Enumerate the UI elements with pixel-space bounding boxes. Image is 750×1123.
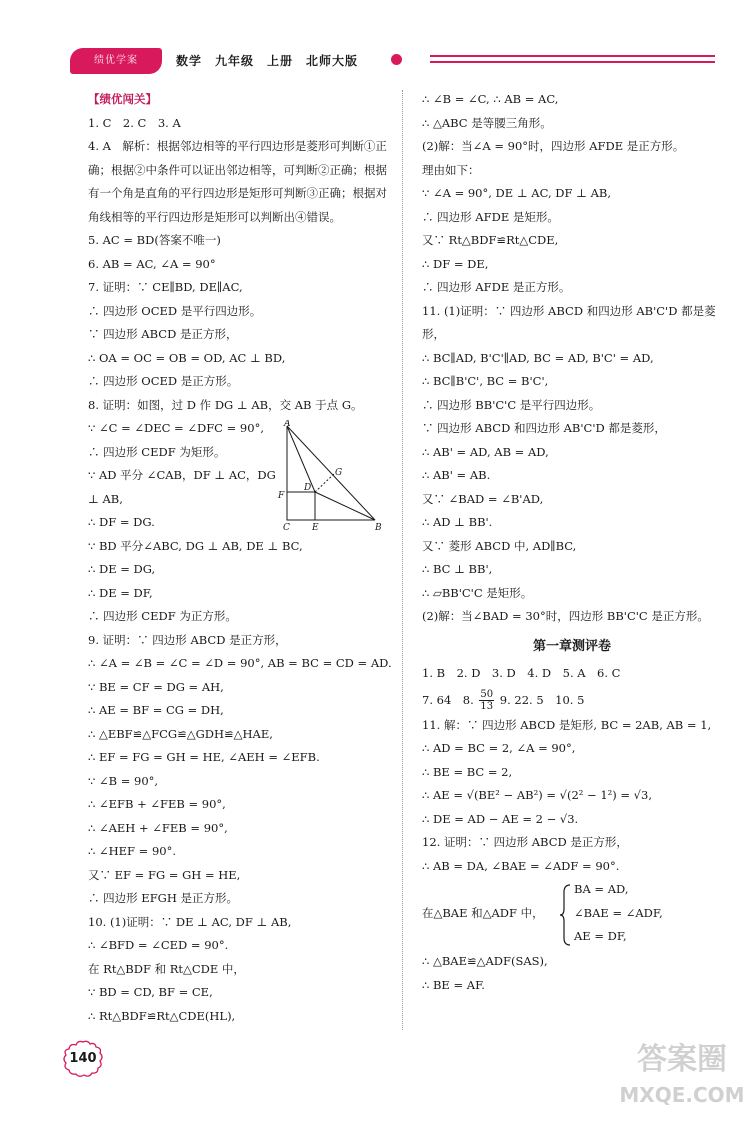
text-line: ∴ EF = FG = GH = HE, ∠AEH = ∠EFB. xyxy=(88,750,320,764)
text-line: AE = DF, xyxy=(574,929,627,943)
text-line: 4. A 解析：根据邻边相等的平行四边形是菱形可判断①正确；根据②中条件可以证出邻边相等，可判断②正确；根据有一个角是直角的平行四边形是矩形可判断③正确；根据对角线相等的平行四边形是矩形可以判断出④错误。 xyxy=(88,139,387,224)
brace-label: 在△BAE 和△ADF 中， xyxy=(422,906,544,920)
text-line: ∴ ▱BB'C'C 是矩形。 xyxy=(422,585,533,600)
text-line: ∴ 四边形 AFDE 是正方形。 xyxy=(422,280,571,294)
text-line: ∵ BD 平分∠ABC, DG ⊥ AB, DE ⊥ BC, xyxy=(88,538,303,553)
text-line: ∴ 四边形 EFGH 是正方形。 xyxy=(88,891,239,905)
header-rule-bottom xyxy=(430,61,715,63)
text-line: ∴ BC∥AD, B'C'∥AD, BC = AD, B'C' = AD, xyxy=(422,350,654,365)
text-line: ⊥ AB, xyxy=(88,491,123,506)
square-CEDF xyxy=(287,492,315,520)
text-line: ∴ DE = DG, xyxy=(88,562,156,576)
text-line: 又∵ Rt△BDF≌Rt△CDE, xyxy=(422,233,559,247)
text-line: 6. AB = AC, ∠A = 90° xyxy=(88,256,216,271)
text-line: ∴ ∠B = ∠C, ∴ AB = AC, xyxy=(422,92,559,106)
text-line: ∴ BC∥B'C', BC = B'C', xyxy=(422,374,549,388)
text-line: ∴ AB' = AB. xyxy=(422,468,491,482)
text-line: ∴ ∠A = ∠B = ∠C = ∠D = 90°, AB = BC = CD = AD. xyxy=(88,656,392,670)
text-line: ∴ AB' = AD, AB = AD, xyxy=(422,444,549,459)
text-line: 理由如下： xyxy=(422,162,480,177)
text-line: 又∵ EF = FG = GH = HE, xyxy=(88,867,241,882)
text-line: ∵ ∠A = 90°, DE ⊥ AC, DF ⊥ AB, xyxy=(422,186,612,200)
text-line: ∵ BE = CF = DG = AH, xyxy=(88,679,224,694)
segment-DG xyxy=(315,474,334,492)
text-line: ∴ BE = BC = 2, xyxy=(422,764,513,779)
text-line: ∴ 四边形 CEDF 为矩形。 xyxy=(88,444,226,459)
text-line: 1. C 2. C 3. A xyxy=(88,115,181,130)
left-lines xyxy=(88,112,392,1029)
text-line: ∵ AD 平分 ∠CAB，DF ⊥ AC，DG xyxy=(88,468,276,482)
label-B: B xyxy=(375,523,382,533)
text-line: ∴ 四边形 OCED 是平行四边形。 xyxy=(88,303,262,318)
chapter-title: 第一章测评卷 xyxy=(532,638,611,654)
text-line: ∴ 四边形 CEDF 为正方形。 xyxy=(88,609,237,623)
text-line: 12. 证明：∵ 四边形 ABCD 是正方形， xyxy=(422,835,628,849)
text-line: ∴ AE = √(BE² − AB²) = √(2² − 1²) = √3, xyxy=(422,788,652,802)
text-line: ∴ △ABC 是等腰三角形。 xyxy=(422,115,552,130)
brace-icon xyxy=(560,884,572,946)
text-line: 在 Rt△BDF 和 Rt△CDE 中， xyxy=(88,961,245,976)
right-lines-top xyxy=(422,88,722,629)
label-C: C xyxy=(283,523,290,533)
geometry-figure xyxy=(275,420,385,535)
page-number: 140 xyxy=(62,1040,104,1078)
right-column xyxy=(422,88,722,997)
text-line: ∴ DF = DE, xyxy=(422,256,489,271)
text-line: ∴ AE = BF = CG = DH, xyxy=(88,703,224,717)
text-line: BA = AD, xyxy=(574,882,629,896)
text-line: ∴ ∠BFD = ∠CED = 90°. xyxy=(88,938,229,952)
text-line: 又∵ ∠BAD = ∠B'AD, xyxy=(422,491,544,506)
header-dot xyxy=(391,54,402,65)
text-line: 7. 证明：∵ CE∥BD, DE∥AC, xyxy=(88,280,243,294)
label-A: A xyxy=(284,420,291,429)
section-title: 【绩优闯关】 xyxy=(88,92,157,106)
text-line: ∵ 四边形 ABCD 是正方形， xyxy=(88,327,238,341)
text-line: ∵ BD = CD, BF = CE, xyxy=(88,985,213,999)
text-line: ∴ BE = AF. xyxy=(422,977,485,992)
text-line: ∴ BC ⊥ BB', xyxy=(422,562,493,576)
text-line: ∴ ∠HEF = 90°. xyxy=(88,844,176,858)
text-line: ∵ ∠B = 90°, xyxy=(88,773,159,788)
q11-lines xyxy=(422,714,722,832)
fraction xyxy=(479,689,494,712)
text-line: 5. AC = BD(答案不唯一) xyxy=(88,233,221,247)
label-G: G xyxy=(335,468,343,478)
header-rule-top xyxy=(430,55,715,57)
text-line: ∴ △EBF≌△FCG≌△GDH≌△HAE, xyxy=(88,726,273,741)
text-line: ∴ ∠AEH + ∠FEB = 90°, xyxy=(88,820,228,835)
label-E: E xyxy=(312,523,319,533)
text-line: ∴ 四边形 AFDE 是矩形。 xyxy=(422,209,559,224)
fraction-denominator: 13 xyxy=(480,701,494,712)
watermark xyxy=(618,1040,746,1118)
brace-lines xyxy=(574,878,663,949)
text-line: ∴ DF = DG. xyxy=(88,515,155,529)
text-line: ∴ AB = DA, ∠BAE = ∠ADF = 90°. xyxy=(422,858,620,873)
answers-row-2-prefix: 7. 64 8. xyxy=(422,692,474,707)
page-header xyxy=(0,40,750,80)
q12-top-lines xyxy=(422,831,722,878)
answers-row-2 xyxy=(422,686,722,714)
watermark-line-2: MXQE.COM xyxy=(619,1083,745,1107)
text-line: ∴ OA = OC = OB = OD, AC ⊥ BD, xyxy=(88,350,286,365)
text-line: 10. (1)证明：∵ DE ⊥ AC, DF ⊥ AB, xyxy=(88,914,292,929)
text-line: ∴ AD = BC = 2, ∠A = 90°, xyxy=(422,741,576,755)
brace-block xyxy=(422,878,722,950)
text-line: 9. 证明：∵ 四边形 ABCD 是正方形， xyxy=(88,632,287,647)
text-line: ∴ AD ⊥ BB'. xyxy=(422,515,493,529)
q12-bottom-lines xyxy=(422,950,722,997)
text-line: 11. (1)证明：∵ 四边形 ABCD 和四边形 AB'C'D 都是菱形， xyxy=(422,303,716,341)
text-line: ∵ 四边形 ABCD 和四边形 AB'C'D 都是菱形， xyxy=(422,421,666,435)
text-line: ∠BAE = ∠ADF, xyxy=(574,905,663,920)
answers-row-2-suffix: 9. 22. 5 10. 5 xyxy=(499,692,585,707)
column-divider xyxy=(402,90,403,1030)
text-line: 11. 解：∵ 四边形 ABCD 是矩形, BC = 2AB, AB = 1, xyxy=(422,717,712,732)
watermark-line-1: 答案圈 xyxy=(637,1042,727,1077)
text-line: ∴ DE = AD − AE = 2 − √3. xyxy=(422,811,579,826)
segment-AB xyxy=(287,426,375,520)
text-line: 又∵ 菱形 ABCD 中, AD∥BC, xyxy=(422,538,577,553)
brand-badge: 绩优学案 xyxy=(70,48,162,74)
text-line: (2)解：当∠A = 90°时，四边形 AFDE 是正方形。 xyxy=(422,139,685,153)
label-F: F xyxy=(278,491,285,501)
text-line: ∴ 四边形 OCED 是正方形。 xyxy=(88,374,239,388)
answers-row-1: 1. B 2. D 3. D 4. D 5. A 6. C xyxy=(422,666,621,680)
text-line: (2)解：当∠BAD = 30°时，四边形 BB'C'C 是正方形。 xyxy=(422,609,709,623)
header-title: 数学 九年级 上册 北师大版 xyxy=(176,54,359,68)
text-line: ∴ △BAE≌△ADF(SAS), xyxy=(422,954,548,968)
segment-DB xyxy=(315,492,375,520)
text-line: ∴ ∠EFB + ∠FEB = 90°, xyxy=(88,797,226,811)
text-line: ∵ ∠C = ∠DEC = ∠DFC = 90°, xyxy=(88,421,264,435)
text-line: ∴ 四边形 BB'C'C 是平行四边形。 xyxy=(422,397,601,412)
left-column xyxy=(88,88,392,1028)
text-line: ∴ DE = DF, xyxy=(88,585,153,600)
text-line: 8. 证明：如图，过 D 作 DG ⊥ AB，交 AB 于点 G。 xyxy=(88,397,363,412)
fraction-numerator: 50 xyxy=(480,689,494,700)
text-line: ∴ Rt△BDF≌Rt△CDE(HL), xyxy=(88,1008,236,1023)
label-D: D xyxy=(304,483,312,493)
